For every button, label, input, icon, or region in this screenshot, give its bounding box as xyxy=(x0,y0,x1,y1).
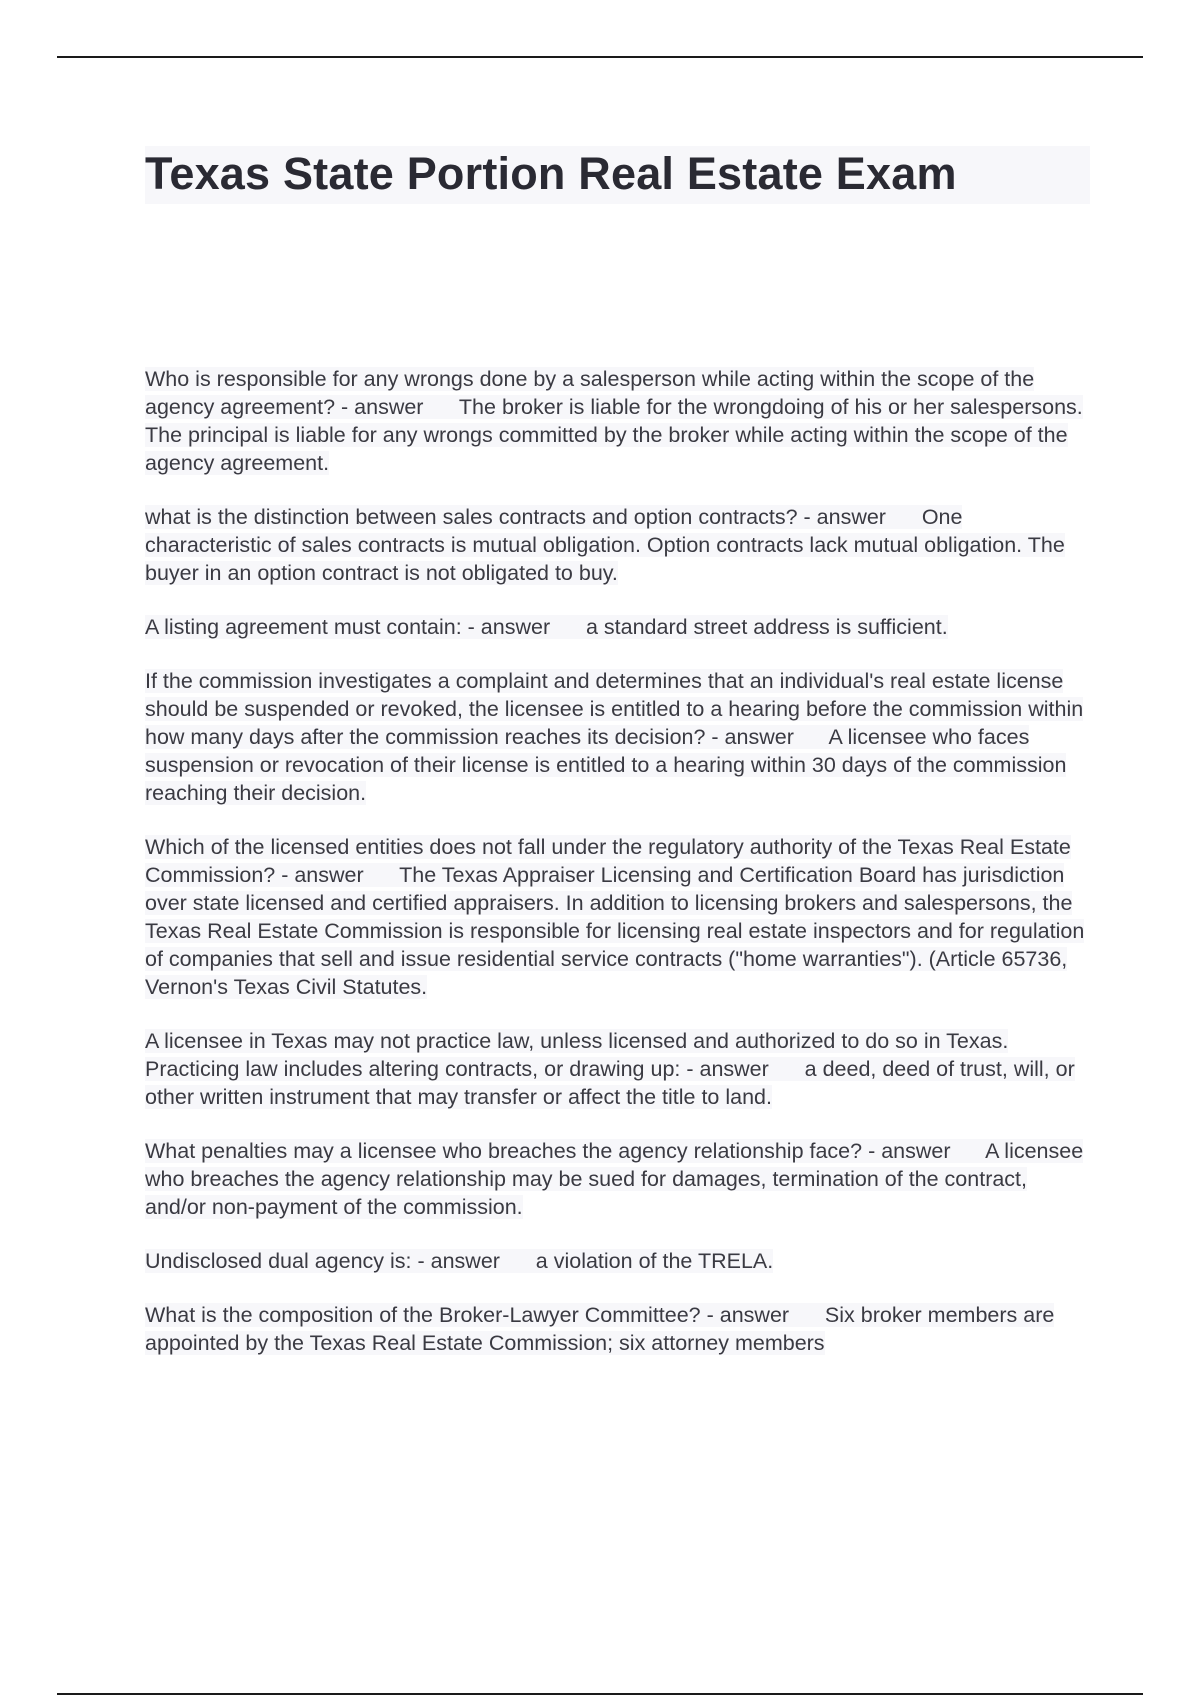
question-text: If the commission investigates a complaint and determines that an individual's real estate license should be suspended or revoked, the licensee is entitled to a hearing before the commission within how many days after the commission reaches its decision? xyxy=(145,669,1084,749)
qa-item xyxy=(145,365,1090,477)
answer-separator: - answer xyxy=(275,863,400,887)
question-text: Who is responsible for any wrongs done by a salesperson while acting within the scope of the agency agreement? xyxy=(145,367,1035,419)
question-text: Undisclosed dual agency is: xyxy=(145,1249,412,1273)
qa-item xyxy=(145,1137,1090,1221)
question-text: what is the distinction between sales contracts and option contracts? xyxy=(145,505,798,529)
title-block xyxy=(145,146,1090,204)
qa-item xyxy=(145,503,1090,587)
answer-separator: - answer xyxy=(797,505,922,529)
answer-text: One characteristic of sales contracts is mutual obligation. Option contracts lack mutual obligation. The buyer in an option contract is not obligated to buy. xyxy=(145,505,1065,585)
answer-separator: - answer xyxy=(461,615,586,639)
answer-text: The Texas Appraiser Licensing and Certification Board has jurisdiction over state licensed and certified appraisers. In addition to licensing brokers and salespersons, the Texas Real Estate Commission is responsible for licensing real estate inspectors and for regulation of companies that sell and issue residential service contracts ("home warranties"). (Article 65736, Vernon's Texas Civil Statutes. xyxy=(145,863,1085,999)
question-text: What penalties may a licensee who breaches the agency relationship face? xyxy=(145,1139,863,1163)
question-text: A listing agreement must contain: xyxy=(145,615,462,639)
qa-item xyxy=(145,1301,1090,1357)
answer-text: A licensee who breaches the agency relationship may be sued for damages, termination of the contract, and/or non-payment of the commission. xyxy=(145,1139,1084,1219)
answer-text: a violation of the TRELA. xyxy=(535,1249,774,1273)
page-title: Texas State Portion Real Estate Exam xyxy=(145,148,957,199)
answer-text: a deed, deed of trust, will, or other written instrument that may transfer or affect the title to land. xyxy=(145,1057,1075,1109)
answer-separator: - answer xyxy=(700,1303,825,1327)
qa-item xyxy=(145,613,1090,641)
answer-text: a standard street address is sufficient. xyxy=(585,615,948,639)
qa-list xyxy=(145,365,1090,1357)
qa-item xyxy=(145,667,1090,807)
answer-separator: - answer xyxy=(680,1057,805,1081)
answer-separator: - answer xyxy=(705,725,829,749)
qa-item xyxy=(145,1027,1090,1111)
qa-item xyxy=(145,833,1090,1001)
question-text: Which of the licensed entities does not fall under the regulatory authority of the Texas Real Estate Commission? xyxy=(145,835,1071,887)
bottom-rule xyxy=(57,1693,1143,1695)
answer-separator: - answer xyxy=(335,395,459,419)
question-text: A licensee in Texas may not practice law, unless licensed and authorized to do so in Texas. Practicing law includes altering contracts, or drawing up: xyxy=(145,1029,1009,1081)
answer-text: The broker is liable for the wrongdoing of his or her salespersons. The principal is liable for any wrongs committed by the broker while acting within the scope of the agency agreement. xyxy=(145,395,1083,475)
question-text: What is the composition of the Broker-Lawyer Committee? xyxy=(145,1303,701,1327)
top-rule xyxy=(57,56,1143,58)
answer-text: Six broker members are appointed by the Texas Real Estate Commission; six attorney members xyxy=(145,1303,1055,1355)
qa-item xyxy=(145,1247,1090,1275)
document-body xyxy=(145,146,1090,1383)
answer-separator: - answer xyxy=(411,1249,536,1273)
answer-text: A licensee who faces suspension or revocation of their license is entitled to a hearing within 30 days of the commission reaching their decision. xyxy=(145,725,1067,805)
answer-separator: - answer xyxy=(862,1139,986,1163)
